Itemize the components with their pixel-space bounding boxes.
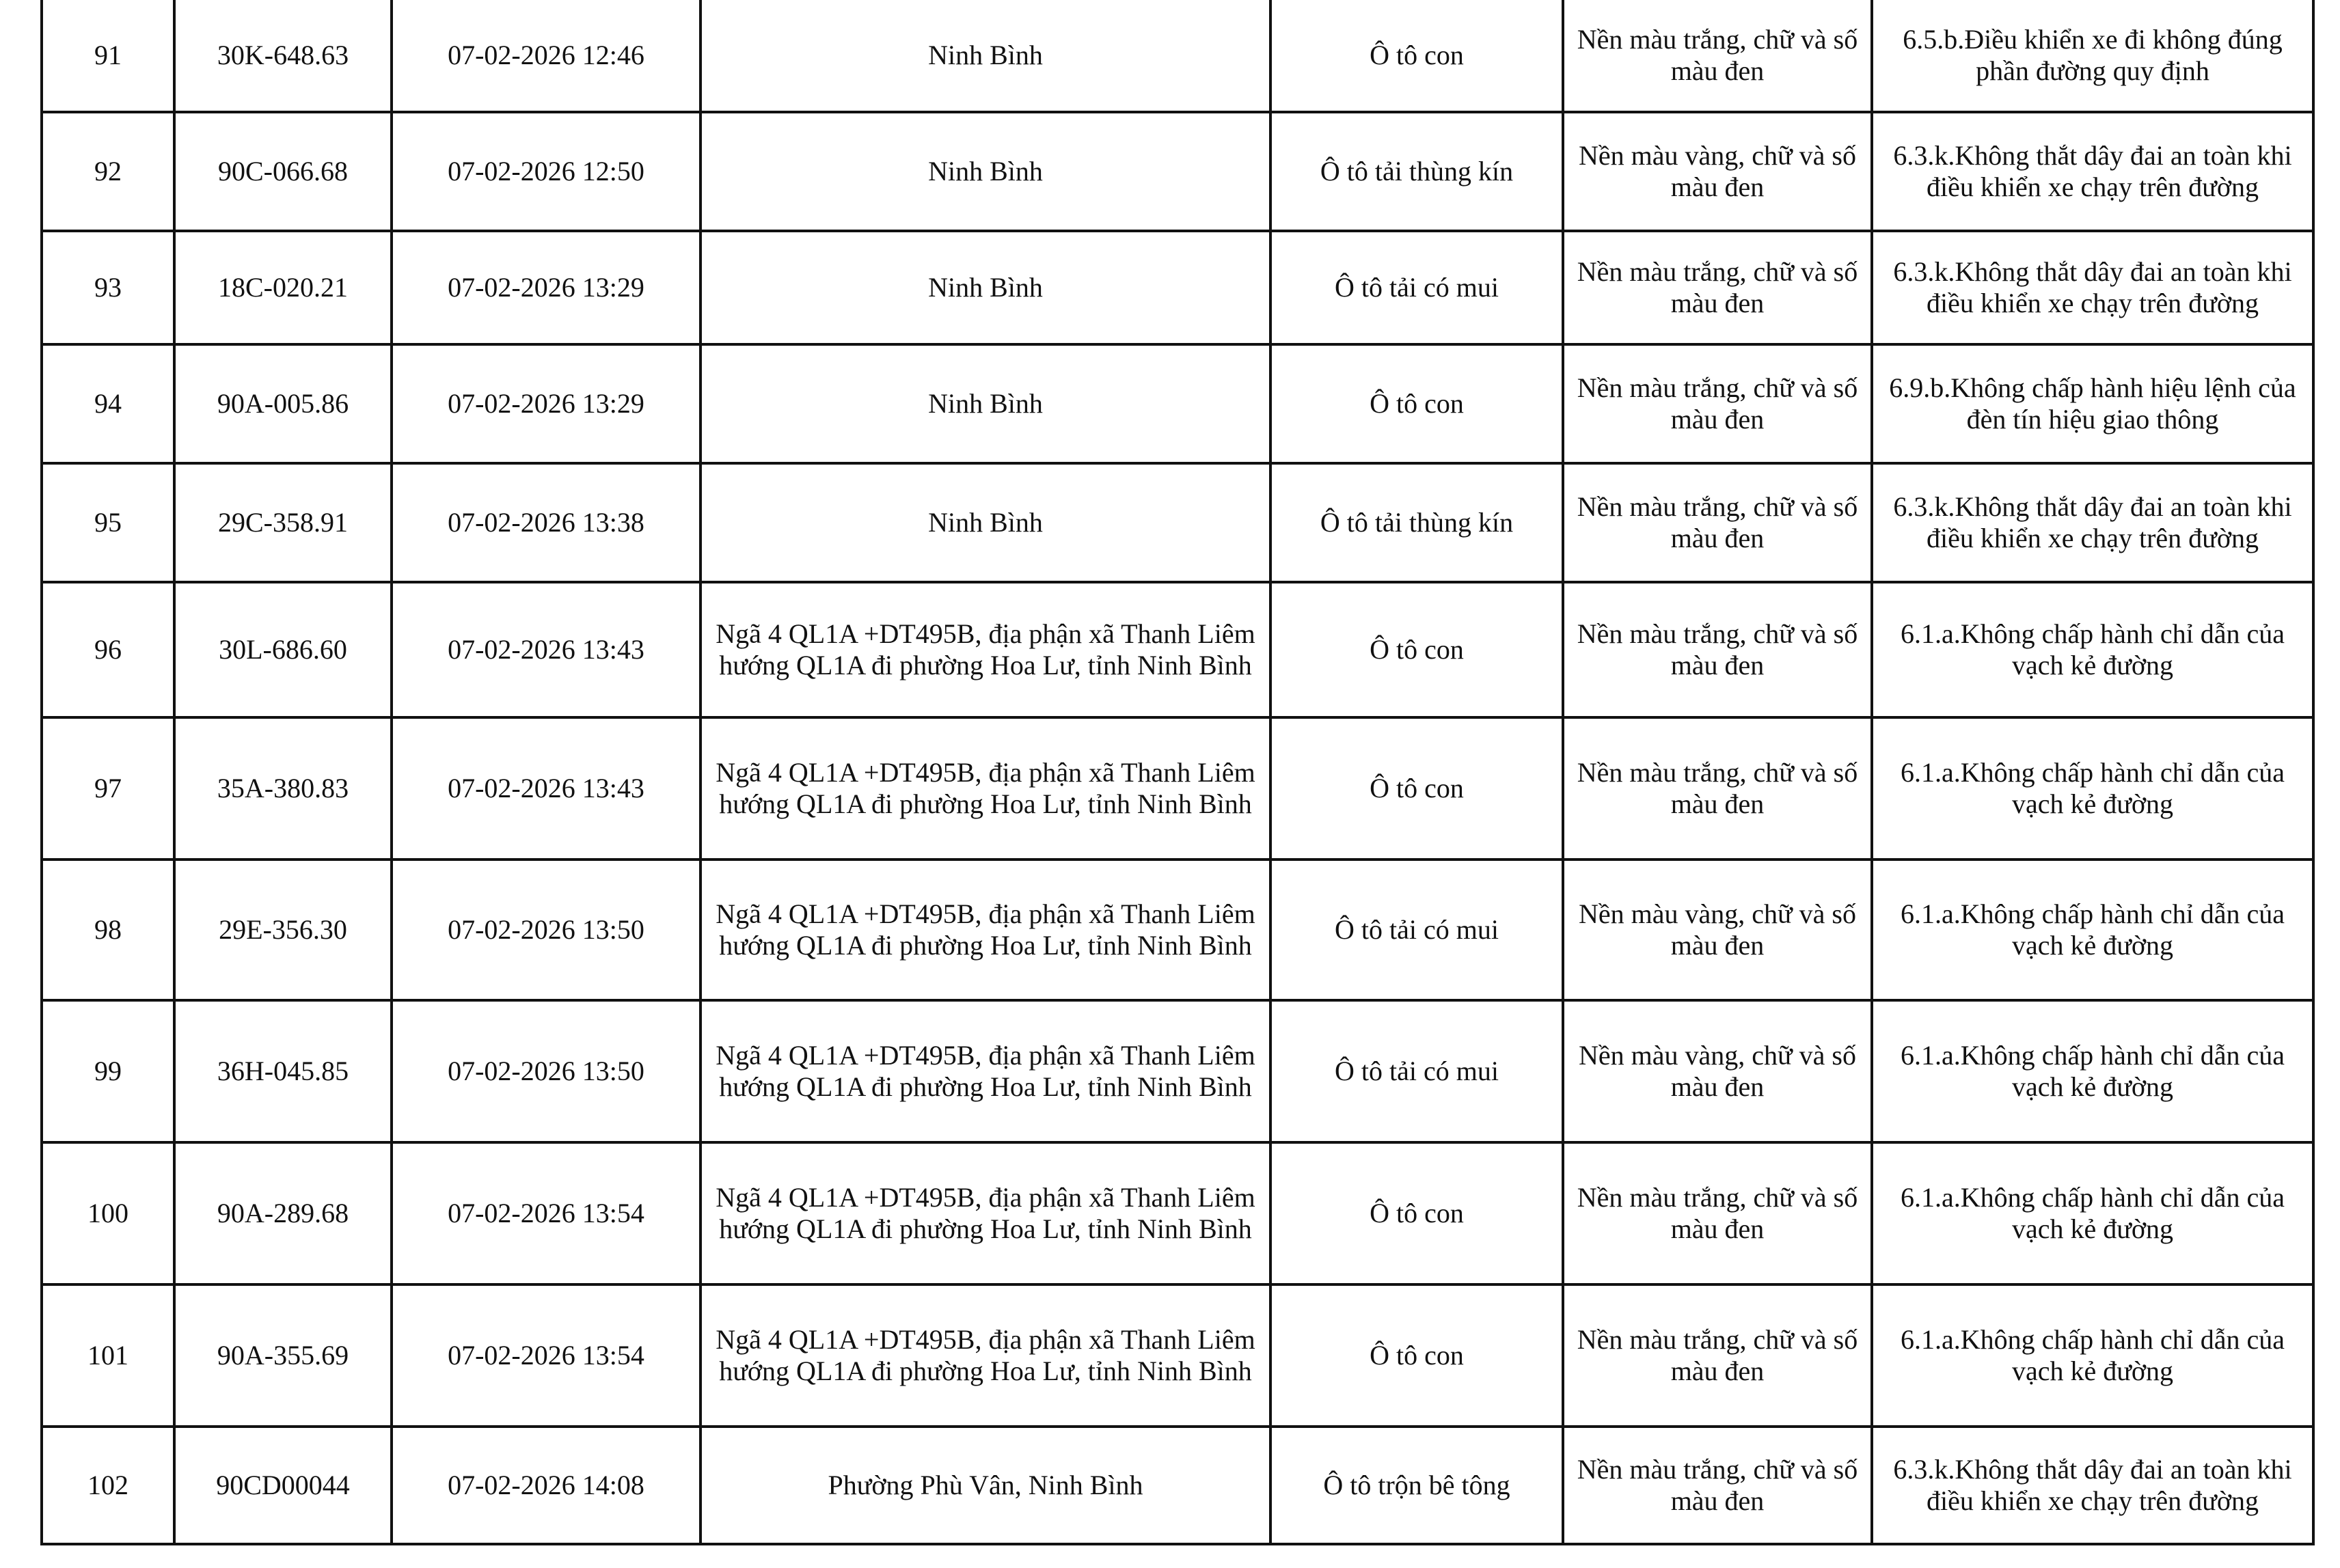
violation-cell: 6.1.a.Không chấp hành chỉ dẫn của vạch kẻ đường	[1872, 582, 2313, 717]
violation-time-cell: 07-02-2026 13:29	[392, 231, 700, 344]
license-plate-cell: 36H-045.85	[174, 1000, 392, 1142]
violation-time-cell: 07-02-2026 14:08	[392, 1427, 700, 1544]
location-cell: Ngã 4 QL1A +DT495B, địa phận xã Thanh Liêm hướng QL1A đi phường Hoa Lư, tỉnh Ninh Bình	[700, 859, 1270, 1000]
vehicle-type-cell: Ô tô con	[1270, 0, 1563, 112]
location-cell: Ninh Bình	[700, 0, 1270, 112]
vehicle-type-cell: Ô tô tải có mui	[1270, 1000, 1563, 1142]
license-plate-cell: 35A-380.83	[174, 717, 392, 859]
location-cell: Ninh Bình	[700, 231, 1270, 344]
vehicle-type-cell: Ô tô tải thùng kín	[1270, 463, 1563, 582]
vehicle-type-cell: Ô tô con	[1270, 1284, 1563, 1427]
plate-color-cell: Nền màu vàng, chữ và số màu đen	[1563, 112, 1872, 231]
license-plate-cell: 90CD00044	[174, 1427, 392, 1544]
vehicle-type-cell: Ô tô trộn bê tông	[1270, 1427, 1563, 1544]
row-number-cell: 96	[42, 582, 174, 717]
location-cell: Ngã 4 QL1A +DT495B, địa phận xã Thanh Liêm hướng QL1A đi phường Hoa Lư, tỉnh Ninh Bình	[700, 1000, 1270, 1142]
violation-cell: 6.1.a.Không chấp hành chỉ dẫn của vạch kẻ đường	[1872, 1142, 2313, 1284]
plate-color-cell: Nền màu trắng, chữ và số màu đen	[1563, 717, 1872, 859]
plate-color-cell: Nền màu trắng, chữ và số màu đen	[1563, 0, 1872, 112]
row-number-cell: 93	[42, 231, 174, 344]
location-cell: Ninh Bình	[700, 112, 1270, 231]
table-row	[42, 717, 2313, 859]
violation-time-cell: 07-02-2026 13:38	[392, 463, 700, 582]
violation-time-cell: 07-02-2026 13:43	[392, 582, 700, 717]
violation-time-cell: 07-02-2026 13:43	[392, 717, 700, 859]
table-row	[42, 0, 2313, 112]
plate-color-cell: Nền màu trắng, chữ và số màu đen	[1563, 231, 1872, 344]
table-row	[42, 1142, 2313, 1284]
license-plate-cell: 90C-066.68	[174, 112, 392, 231]
table-row	[42, 1427, 2313, 1544]
vehicle-type-cell: Ô tô con	[1270, 1142, 1563, 1284]
row-number-cell: 99	[42, 1000, 174, 1142]
violation-cell: 6.5.b.Điều khiển xe đi không đúng phần đường quy định	[1872, 0, 2313, 112]
license-plate-cell: 30L-686.60	[174, 582, 392, 717]
row-number-cell: 91	[42, 0, 174, 112]
table-row	[42, 463, 2313, 582]
violation-cell: 6.3.k.Không thắt dây đai an toàn khi điều khiển xe chạy trên đường	[1872, 1427, 2313, 1544]
vehicle-type-cell: Ô tô con	[1270, 582, 1563, 717]
row-number-cell: 92	[42, 112, 174, 231]
violation-time-cell: 07-02-2026 13:50	[392, 859, 700, 1000]
violation-cell: 6.1.a.Không chấp hành chỉ dẫn của vạch kẻ đường	[1872, 1284, 2313, 1427]
table-row	[42, 582, 2313, 717]
row-number-cell: 97	[42, 717, 174, 859]
violation-cell: 6.3.k.Không thắt dây đai an toàn khi điều khiển xe chạy trên đường	[1872, 463, 2313, 582]
license-plate-cell: 90A-289.68	[174, 1142, 392, 1284]
plate-color-cell: Nền màu trắng, chữ và số màu đen	[1563, 582, 1872, 717]
vehicle-type-cell: Ô tô con	[1270, 717, 1563, 859]
plate-color-cell: Nền màu trắng, chữ và số màu đen	[1563, 1427, 1872, 1544]
row-number-cell: 102	[42, 1427, 174, 1544]
location-cell: Ninh Bình	[700, 463, 1270, 582]
table-row	[42, 112, 2313, 231]
table-row	[42, 859, 2313, 1000]
violation-cell: 6.3.k.Không thắt dây đai an toàn khi điều khiển xe chạy trên đường	[1872, 112, 2313, 231]
row-number-cell: 94	[42, 344, 174, 463]
table-row	[42, 231, 2313, 344]
location-cell: Ngã 4 QL1A +DT495B, địa phận xã Thanh Liêm hướng QL1A đi phường Hoa Lư, tỉnh Ninh Bình	[700, 582, 1270, 717]
violation-time-cell: 07-02-2026 13:29	[392, 344, 700, 463]
plate-color-cell: Nền màu trắng, chữ và số màu đen	[1563, 344, 1872, 463]
row-number-cell: 101	[42, 1284, 174, 1427]
vehicle-type-cell: Ô tô tải có mui	[1270, 231, 1563, 344]
location-cell: Ngã 4 QL1A +DT495B, địa phận xã Thanh Liêm hướng QL1A đi phường Hoa Lư, tỉnh Ninh Bình	[700, 717, 1270, 859]
violation-cell: 6.3.k.Không thắt dây đai an toàn khi điều khiển xe chạy trên đường	[1872, 231, 2313, 344]
license-plate-cell: 30K-648.63	[174, 0, 392, 112]
vehicle-type-cell: Ô tô tải thùng kín	[1270, 112, 1563, 231]
violation-time-cell: 07-02-2026 13:50	[392, 1000, 700, 1142]
violation-time-cell: 07-02-2026 13:54	[392, 1284, 700, 1427]
license-plate-cell: 18C-020.21	[174, 231, 392, 344]
license-plate-cell: 29E-356.30	[174, 859, 392, 1000]
vehicle-type-cell: Ô tô tải có mui	[1270, 859, 1563, 1000]
violation-cell: 6.1.a.Không chấp hành chỉ dẫn của vạch kẻ đường	[1872, 717, 2313, 859]
violation-cell: 6.9.b.Không chấp hành hiệu lệnh của đèn tín hiệu giao thông	[1872, 344, 2313, 463]
location-cell: Ninh Bình	[700, 344, 1270, 463]
plate-color-cell: Nền màu trắng, chữ và số màu đen	[1563, 463, 1872, 582]
location-cell: Phường Phù Vân, Ninh Bình	[700, 1427, 1270, 1544]
table-row	[42, 1000, 2313, 1142]
plate-color-cell: Nền màu vàng, chữ và số màu đen	[1563, 1000, 1872, 1142]
table-row	[42, 344, 2313, 463]
row-number-cell: 98	[42, 859, 174, 1000]
violation-time-cell: 07-02-2026 12:46	[392, 0, 700, 112]
table-row	[42, 1284, 2313, 1427]
row-number-cell: 95	[42, 463, 174, 582]
plate-color-cell: Nền màu trắng, chữ và số màu đen	[1563, 1142, 1872, 1284]
location-cell: Ngã 4 QL1A +DT495B, địa phận xã Thanh Liêm hướng QL1A đi phường Hoa Lư, tỉnh Ninh Bình	[700, 1142, 1270, 1284]
location-cell: Ngã 4 QL1A +DT495B, địa phận xã Thanh Liêm hướng QL1A đi phường Hoa Lư, tỉnh Ninh Bình	[700, 1284, 1270, 1427]
violation-cell: 6.1.a.Không chấp hành chỉ dẫn của vạch kẻ đường	[1872, 859, 2313, 1000]
plate-color-cell: Nền màu vàng, chữ và số màu đen	[1563, 859, 1872, 1000]
violations-table	[40, 0, 2315, 1545]
plate-color-cell: Nền màu trắng, chữ và số màu đen	[1563, 1284, 1872, 1427]
violation-cell: 6.1.a.Không chấp hành chỉ dẫn của vạch kẻ đường	[1872, 1000, 2313, 1142]
vehicle-type-cell: Ô tô con	[1270, 344, 1563, 463]
violation-time-cell: 07-02-2026 12:50	[392, 112, 700, 231]
license-plate-cell: 29C-358.91	[174, 463, 392, 582]
violation-time-cell: 07-02-2026 13:54	[392, 1142, 700, 1284]
row-number-cell: 100	[42, 1142, 174, 1284]
license-plate-cell: 90A-355.69	[174, 1284, 392, 1427]
license-plate-cell: 90A-005.86	[174, 344, 392, 463]
